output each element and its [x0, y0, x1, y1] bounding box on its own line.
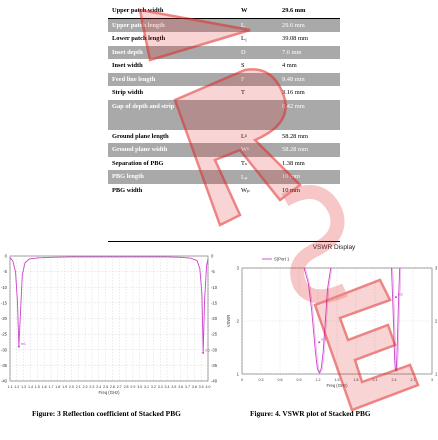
table-row [108, 157, 340, 171]
table-cell-param: Lower patch length [112, 35, 166, 43]
x-tick-label: 2.1 [75, 385, 81, 389]
table-cell-param: Gap of depth and strip [108, 100, 237, 130]
x-tick-label: 0 [241, 378, 243, 382]
y-tick-label-right: 1 [435, 371, 438, 377]
table-cell-value: 10 mm [282, 186, 300, 194]
x-tick-label: 3 [431, 378, 433, 382]
table-cell-param: PBG length [108, 170, 237, 184]
x-tick-label: 2.4 [391, 378, 397, 382]
x-tick-label: 3.3 [157, 385, 163, 389]
x-tick-label: 2.7 [116, 385, 122, 389]
table-cell-symbol: F [237, 73, 278, 87]
table-cell-value: 1.38 mm [282, 159, 305, 167]
table-cell-symbol: Tₛ [241, 160, 248, 168]
x-tick-label: 4.0 [205, 385, 211, 389]
y-tick-label-right: 2 [435, 318, 438, 324]
x-tick-label: 2.2 [82, 385, 88, 389]
table-cell-param: Ground plane length [112, 132, 169, 140]
table-cell-param: PBG width [112, 186, 143, 194]
x-tick-label: 1.2 [14, 385, 20, 389]
y-tick-label-right: -25 [211, 331, 218, 337]
y-tick-label-left: -40 [0, 378, 7, 384]
table-cell-symbol: Wₚ [241, 187, 250, 195]
table-cell-symbol [237, 100, 278, 130]
table-row [108, 46, 340, 60]
x-tick-label: 1.7 [48, 385, 54, 389]
table-cell-value: 3.16 mm [282, 89, 305, 97]
marker-point [318, 341, 320, 343]
y-tick-label-left: -35 [0, 362, 7, 368]
table-cell-param: Strip width [112, 89, 144, 97]
x-tick-label: 2.8 [123, 385, 129, 389]
y-tick-label-left: -15 [0, 300, 7, 306]
y-tick-label-right: -20 [211, 316, 218, 321]
table-row [108, 73, 340, 87]
x-tick-label: 3.8 [191, 385, 197, 389]
table-header-row [108, 4, 340, 18]
y-tick-label-left: -25 [0, 331, 7, 337]
x-tick-label: 3.2 [150, 385, 156, 389]
x-tick-label: 2.6 [109, 385, 115, 389]
legend-label: S(Port 1 [274, 256, 290, 262]
table-row [108, 130, 340, 144]
y-tick-label-left: -10 [0, 284, 7, 290]
x-tick-label: 3.1 [144, 385, 150, 389]
table-cell-value: 0.42 mm [278, 100, 340, 130]
table-cell-param: Feed line length [108, 73, 237, 87]
x-tick-label: 3.7 [185, 385, 191, 389]
x-tick-label: 1.6 [41, 385, 47, 389]
x-axis-label: Freq (GHz) [326, 383, 348, 388]
table-header-symbol: W [237, 4, 278, 18]
table-cell-symbol: Lₚ [237, 170, 278, 184]
table-cell-value: 29.6 mm [278, 18, 340, 32]
table-cell-symbol: D [237, 46, 278, 60]
table-row [108, 86, 340, 100]
x-tick-label: 2.0 [68, 385, 74, 389]
marker-label: m1 [20, 342, 26, 347]
y-axis-label: VSWR [226, 314, 231, 328]
figure-3-caption: Figure: 3 Reflection coefficient of Stacked PBG [32, 409, 181, 418]
y-tick-label-left: 0 [4, 253, 7, 259]
table-cell-symbol: Wᵍ [237, 143, 278, 157]
chart-title: VSWR Display [312, 244, 356, 251]
y-tick-label-right: -35 [211, 362, 218, 368]
table-cell-value: 4 mm [282, 62, 297, 70]
table-cell-value: 9.48 mm [278, 73, 340, 87]
y-tick-label-right: -30 [211, 347, 218, 353]
x-tick-label: 1.1 [7, 385, 13, 389]
table-row [108, 32, 340, 46]
x-tick-label: 0.9 [296, 378, 302, 382]
table-row [108, 170, 340, 184]
x-tick-label: 1.3 [21, 385, 27, 389]
x-tick-label: 2.5 [103, 385, 109, 389]
x-tick-label: 2.9 [130, 385, 136, 389]
y-tick-label-right: -5 [211, 269, 215, 275]
table-cell-value: 39.08 mm [282, 35, 308, 43]
x-tick-label: 1.8 [55, 385, 61, 389]
x-tick-label: 1.2 [315, 378, 321, 382]
table-cell-value: 7.6 mm [278, 46, 340, 60]
y-tick-label-right: -40 [211, 378, 218, 384]
y-tick-label-right: 3 [435, 265, 438, 271]
y-tick-label-left: -5 [3, 269, 7, 275]
table-cell-symbol: S [241, 62, 245, 70]
table-row [108, 184, 340, 198]
x-tick-label: 3.6 [178, 385, 184, 389]
x-tick-label: 2.4 [96, 385, 102, 389]
table-row [108, 18, 340, 32]
y-tick-label-right: 0 [211, 253, 214, 259]
x-tick-label: 0.3 [258, 378, 264, 382]
x-tick-label: 1.5 [34, 385, 40, 389]
x-tick-label: 2.1 [372, 378, 378, 382]
marker-label: m2 [397, 292, 403, 297]
figure-4-caption: Figure: 4. VSWR plot of Stacked PBG [250, 409, 371, 418]
table-cell-value: 58.28 mm [282, 132, 308, 140]
table-cell-value: 10 mm [278, 170, 340, 184]
x-axis-label: Freq (GHz) [98, 390, 120, 395]
reflection-coefficient-chart [0, 250, 222, 400]
marker-point [395, 296, 397, 298]
table-cell-symbol: L [237, 18, 278, 32]
table-cell-param: Ground plane width [108, 143, 237, 157]
y-tick-label-right: -10 [211, 284, 218, 290]
table-cell-value: 58.28 mm [278, 143, 340, 157]
x-tick-label: 1.8 [353, 378, 359, 382]
table-row [108, 100, 340, 130]
y-tick-label-right: -15 [211, 300, 218, 306]
y-tick-label-left: 3 [236, 265, 239, 271]
table-cell-param: Inset width [112, 62, 143, 70]
y-tick-label-left: -30 [0, 347, 7, 353]
vswr-chart [222, 240, 438, 400]
x-tick-label: 1.5 [334, 378, 340, 382]
y-tick-label-left: 1 [236, 371, 239, 377]
marker-label: m2 [205, 348, 211, 353]
x-tick-label: 2.7 [410, 378, 416, 382]
x-tick-label: 3.9 [198, 385, 204, 389]
table-row [108, 143, 340, 157]
x-tick-label: 3.5 [171, 385, 177, 389]
x-tick-label: 2.3 [89, 385, 95, 389]
y-tick-label-left: 2 [236, 318, 239, 324]
table-cell-symbol: Lᵍ [241, 132, 247, 140]
x-tick-label: 3.0 [137, 385, 143, 389]
table-cell-param: Separation of PBG [112, 159, 164, 167]
marker-point [18, 346, 20, 348]
x-tick-label: 1.4 [27, 385, 33, 389]
table-cell-param: Inset depth [108, 46, 237, 60]
parameter-table [108, 4, 340, 197]
marker-label: m1 [321, 337, 327, 342]
table-header-value: 29.6 mm [278, 4, 340, 18]
marker-point [202, 352, 204, 354]
table-cell-param: Upper patch length [108, 18, 237, 32]
x-tick-label: 0.6 [277, 378, 283, 382]
x-tick-label: 1.9 [62, 385, 68, 389]
y-tick-label-left: -20 [0, 316, 7, 321]
table-row [108, 59, 340, 73]
table-cell-symbol: L₁ [241, 35, 248, 43]
table-cell-symbol: T [241, 89, 245, 97]
x-tick-label: 3.4 [164, 385, 170, 389]
table-header-param: Upper patch width [108, 4, 237, 18]
